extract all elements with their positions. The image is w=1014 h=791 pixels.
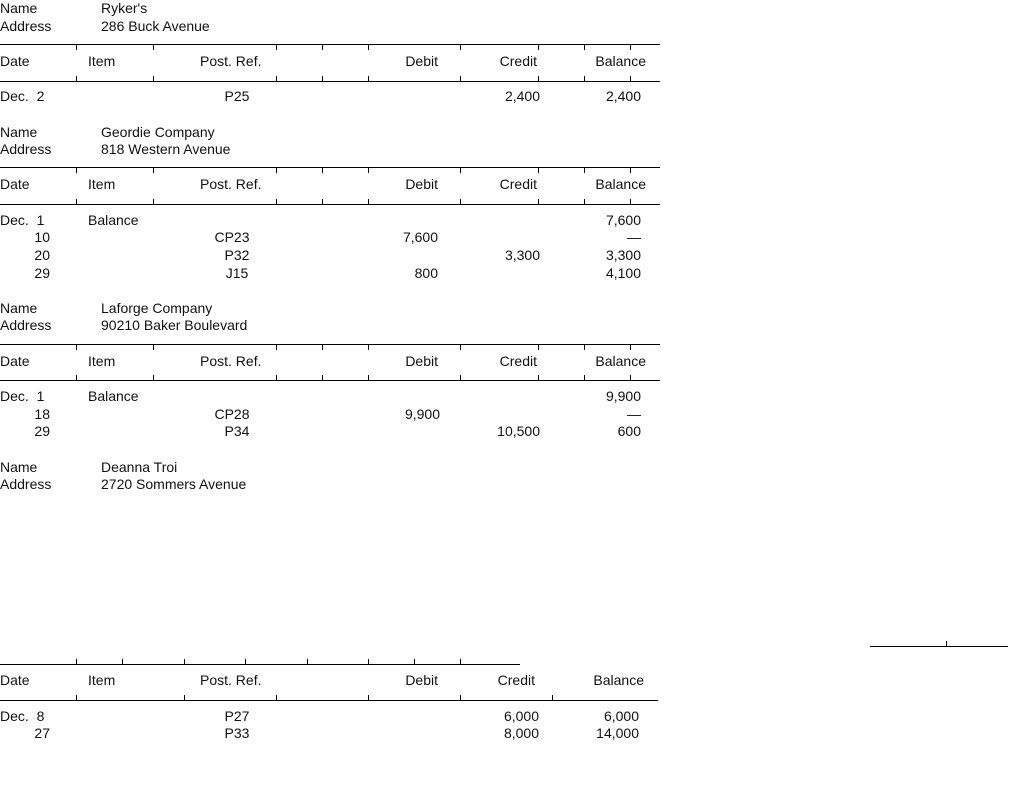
column-tick bbox=[322, 375, 323, 380]
row-post-ref: P32 bbox=[224, 247, 250, 263]
column-tick bbox=[368, 76, 369, 81]
account-name: Geordie Company bbox=[101, 124, 215, 140]
column-tick bbox=[322, 76, 323, 81]
column-tick bbox=[276, 345, 277, 350]
column-tick bbox=[368, 199, 369, 204]
account-address: 2720 Sommers Avenue bbox=[101, 476, 247, 492]
row-date: 27 bbox=[34, 725, 50, 741]
header-top-rule bbox=[0, 344, 660, 345]
col-debit: Debit bbox=[405, 353, 438, 369]
col-balance: Balance bbox=[595, 53, 646, 69]
header-bottom-rule bbox=[0, 204, 660, 205]
account-name: Laforge Company bbox=[101, 300, 213, 316]
column-tick bbox=[276, 375, 277, 380]
row-post-ref: P25 bbox=[224, 88, 250, 104]
row-post-ref: CP23 bbox=[214, 229, 250, 245]
row-item: Balance bbox=[88, 388, 139, 404]
column-tick bbox=[460, 76, 461, 81]
column-tick bbox=[76, 345, 77, 350]
col-post-ref: Post. Ref. bbox=[200, 53, 262, 69]
column-tick bbox=[552, 695, 553, 700]
column-tick bbox=[368, 375, 369, 380]
column-tick bbox=[584, 45, 585, 50]
address-label: Address bbox=[0, 317, 52, 333]
header-top-rule bbox=[0, 664, 520, 665]
row-post-ref: CP28 bbox=[214, 406, 250, 422]
column-tick bbox=[322, 345, 323, 350]
column-tick bbox=[153, 168, 154, 173]
account-address: 818 Western Avenue bbox=[101, 141, 231, 157]
col-date: Date bbox=[0, 53, 30, 69]
header-top-rule-fragment bbox=[870, 646, 1008, 647]
row-credit: 3,300 bbox=[504, 247, 540, 263]
column-tick bbox=[630, 345, 631, 350]
col-date: Date bbox=[0, 353, 30, 369]
col-date: Date bbox=[0, 672, 30, 688]
row-post-ref: P34 bbox=[224, 423, 250, 439]
column-tick bbox=[460, 375, 461, 380]
column-tick bbox=[76, 659, 77, 664]
column-tick bbox=[76, 695, 77, 700]
column-tick bbox=[538, 168, 539, 173]
col-credit: Credit bbox=[499, 176, 537, 192]
col-post-ref: Post. Ref. bbox=[200, 176, 262, 192]
header-top-rule bbox=[0, 167, 660, 168]
column-tick bbox=[322, 168, 323, 173]
column-tick bbox=[584, 199, 585, 204]
column-tick bbox=[76, 76, 77, 81]
row-date: Dec. 8 bbox=[0, 708, 45, 724]
address-label: Address bbox=[0, 141, 52, 157]
col-credit: Credit bbox=[499, 353, 537, 369]
col-post-ref: Post. Ref. bbox=[200, 353, 262, 369]
column-tick bbox=[76, 199, 77, 204]
column-tick bbox=[630, 45, 631, 50]
column-tick bbox=[460, 199, 461, 204]
column-tick bbox=[276, 199, 277, 204]
row-balance: — bbox=[627, 406, 641, 422]
column-tick bbox=[538, 45, 539, 50]
row-balance: 3,300 bbox=[605, 247, 641, 263]
column-tick bbox=[153, 345, 154, 350]
header-bottom-rule bbox=[0, 380, 660, 381]
col-credit: Credit bbox=[499, 53, 537, 69]
col-date: Date bbox=[0, 176, 30, 192]
column-tick bbox=[630, 76, 631, 81]
row-date: 29 bbox=[34, 265, 50, 281]
col-item: Item bbox=[88, 176, 116, 192]
col-balance: Balance bbox=[595, 353, 646, 369]
name-label: Name bbox=[0, 124, 38, 140]
column-tick bbox=[322, 45, 323, 50]
account-name: Ryker's bbox=[101, 0, 148, 16]
column-tick bbox=[368, 695, 369, 700]
column-tick bbox=[153, 76, 154, 81]
row-credit: 8,000 bbox=[503, 725, 539, 741]
column-tick bbox=[368, 45, 369, 50]
name-label: Name bbox=[0, 300, 38, 316]
col-credit: Credit bbox=[497, 672, 535, 688]
account-address: 90210 Baker Boulevard bbox=[101, 317, 248, 333]
col-debit: Debit bbox=[405, 53, 438, 69]
column-tick bbox=[368, 659, 369, 664]
column-tick bbox=[460, 168, 461, 173]
column-tick bbox=[460, 45, 461, 50]
row-balance: 7,600 bbox=[605, 212, 641, 228]
column-tick bbox=[153, 45, 154, 50]
row-balance: 2,400 bbox=[605, 88, 641, 104]
column-tick bbox=[538, 345, 539, 350]
address-label: Address bbox=[0, 18, 52, 34]
col-balance: Balance bbox=[595, 176, 646, 192]
row-date: 20 bbox=[34, 247, 50, 263]
col-balance: Balance bbox=[593, 672, 644, 688]
row-credit: 10,500 bbox=[497, 423, 540, 439]
column-tick bbox=[630, 375, 631, 380]
col-item: Item bbox=[88, 672, 116, 688]
column-tick bbox=[153, 199, 154, 204]
account-name: Deanna Troi bbox=[101, 459, 178, 475]
column-tick bbox=[368, 168, 369, 173]
column-tick bbox=[584, 76, 585, 81]
row-date: 10 bbox=[34, 229, 50, 245]
row-debit: 7,600 bbox=[402, 229, 438, 245]
row-credit: 2,400 bbox=[504, 88, 540, 104]
row-post-ref: P27 bbox=[224, 708, 250, 724]
col-post-ref: Post. Ref. bbox=[200, 672, 262, 688]
row-date: 18 bbox=[34, 406, 50, 422]
row-post-ref: P33 bbox=[224, 725, 250, 741]
address-label: Address bbox=[0, 476, 52, 492]
column-tick bbox=[322, 199, 323, 204]
column-tick bbox=[460, 659, 461, 664]
column-tick bbox=[122, 659, 123, 664]
row-balance: 14,000 bbox=[596, 725, 639, 741]
header-top-rule bbox=[0, 44, 660, 45]
col-item: Item bbox=[88, 353, 116, 369]
header-bottom-rule bbox=[0, 81, 660, 82]
column-tick bbox=[276, 45, 277, 50]
col-item: Item bbox=[88, 53, 116, 69]
column-tick bbox=[460, 345, 461, 350]
column-tick bbox=[946, 641, 947, 646]
row-balance: 9,900 bbox=[605, 388, 641, 404]
column-tick bbox=[538, 199, 539, 204]
col-debit: Debit bbox=[405, 176, 438, 192]
column-tick bbox=[76, 168, 77, 173]
col-debit: Debit bbox=[405, 672, 438, 688]
column-tick bbox=[460, 695, 461, 700]
column-tick bbox=[630, 168, 631, 173]
row-balance: 4,100 bbox=[605, 265, 641, 281]
column-tick bbox=[76, 45, 77, 50]
account-address: 286 Buck Avenue bbox=[101, 18, 210, 34]
row-date: Dec. 2 bbox=[0, 88, 45, 104]
column-tick bbox=[368, 345, 369, 350]
column-tick bbox=[307, 659, 308, 664]
column-tick bbox=[538, 375, 539, 380]
row-balance: — bbox=[627, 229, 641, 245]
row-balance: 600 bbox=[617, 423, 641, 439]
column-tick bbox=[245, 659, 246, 664]
row-date: 29 bbox=[34, 423, 50, 439]
name-label: Name bbox=[0, 0, 38, 16]
header-bottom-rule bbox=[0, 700, 658, 701]
column-tick bbox=[414, 659, 415, 664]
row-debit: 800 bbox=[414, 265, 438, 281]
column-tick bbox=[276, 76, 277, 81]
row-date: Dec. 1 bbox=[0, 212, 45, 228]
column-tick bbox=[584, 345, 585, 350]
column-tick bbox=[584, 375, 585, 380]
column-tick bbox=[584, 168, 585, 173]
row-credit: 6,000 bbox=[503, 708, 539, 724]
column-tick bbox=[538, 76, 539, 81]
column-tick bbox=[630, 199, 631, 204]
column-tick bbox=[276, 695, 277, 700]
column-tick bbox=[76, 375, 77, 380]
row-date: Dec. 1 bbox=[0, 388, 45, 404]
column-tick bbox=[184, 695, 185, 700]
row-post-ref: J15 bbox=[225, 265, 249, 281]
column-tick bbox=[153, 375, 154, 380]
row-debit: 9,900 bbox=[404, 406, 440, 422]
row-item: Balance bbox=[88, 212, 139, 228]
column-tick bbox=[276, 168, 277, 173]
column-tick bbox=[184, 659, 185, 664]
name-label: Name bbox=[0, 459, 38, 475]
row-balance: 6,000 bbox=[603, 708, 639, 724]
